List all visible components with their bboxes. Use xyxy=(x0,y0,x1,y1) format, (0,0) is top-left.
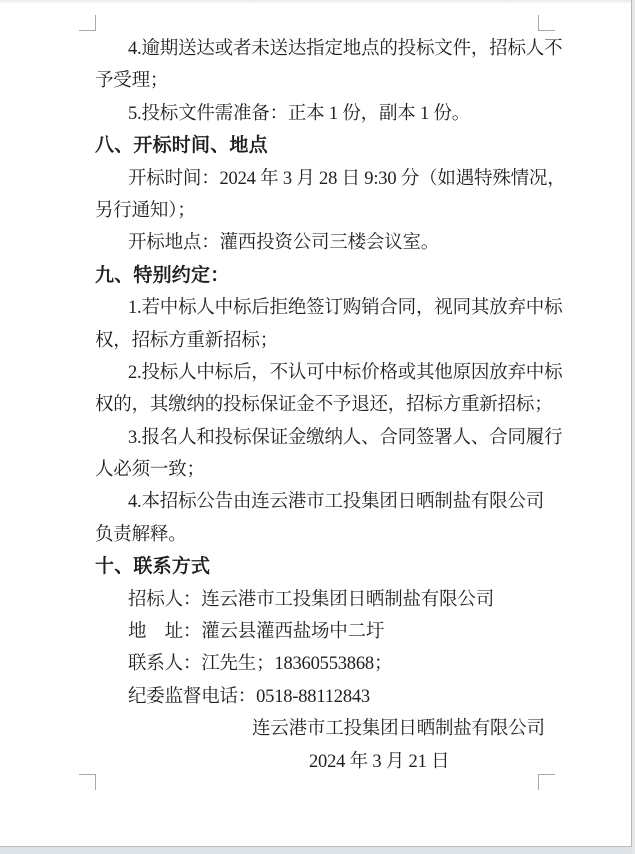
doc-line[interactable]: 予受理； xyxy=(95,71,169,92)
doc-line[interactable]: 3.报名人和投标保证金缴纳人、合同签署人、合同履行 xyxy=(128,427,563,448)
signature-line[interactable]: 连云港市工投集团日晒制盐有限公司 xyxy=(252,719,545,740)
margin-crop-mark-top-right xyxy=(538,15,555,31)
doc-line[interactable]: 纪委监督电话：0518-88112843 xyxy=(128,686,370,707)
doc-line[interactable]: 4.本招标公告由连云港市工投集团日晒制盐有限公司 xyxy=(128,492,545,513)
doc-line[interactable]: 另行通知）； xyxy=(95,200,196,221)
doc-line[interactable]: 地 址：灌云县灌西盐场中二圩 xyxy=(128,622,385,643)
margin-crop-mark-bottom-left xyxy=(79,774,96,790)
page-right-edge xyxy=(631,0,635,854)
section-heading[interactable]: 八、开标时间、地点 xyxy=(95,135,268,157)
doc-line[interactable]: 人必须一致； xyxy=(95,460,205,481)
doc-line[interactable]: 2.投标人中标后，不认可中标价格或其他原因放弃中标 xyxy=(128,362,563,383)
margin-crop-mark-top-left xyxy=(79,15,96,31)
doc-line[interactable]: 开标地点：灌西投资公司三楼会议室。 xyxy=(128,233,440,254)
section-heading[interactable]: 九、特别约定： xyxy=(95,264,230,286)
doc-line[interactable]: 1.若中标人中标后拒绝签订购销合同，视同其放弃中标 xyxy=(128,298,563,319)
doc-line[interactable]: 权的，其缴纳的投标保证金不予退还，招标方重新招标； xyxy=(95,395,553,416)
page-top-shadow xyxy=(0,0,635,4)
doc-line[interactable]: 5.投标文件需准备：正本 1 份，副本 1 份。 xyxy=(128,103,471,124)
signature-line[interactable]: 2024 年 3 月 21 日 xyxy=(309,751,450,772)
doc-line[interactable]: 开标时间：2024 年 3 月 28 日 9:30 分（如遇特殊情况， xyxy=(128,168,566,189)
doc-line[interactable]: 负责解释。 xyxy=(95,524,187,545)
text-flow[interactable] xyxy=(95,33,566,778)
doc-line[interactable]: 招标人：连云港市工投集团日晒制盐有限公司 xyxy=(128,589,495,610)
section-heading[interactable]: 十、联系方式 xyxy=(95,556,211,578)
doc-line[interactable]: 权，招标方重新招标； xyxy=(95,330,279,351)
doc-line[interactable]: 4.逾期送达或者未送达指定地点的投标文件，招标人不 xyxy=(128,39,563,59)
doc-line[interactable]: 联系人：江先生；18360553868； xyxy=(128,654,393,675)
page-bottom-strip xyxy=(0,846,632,854)
